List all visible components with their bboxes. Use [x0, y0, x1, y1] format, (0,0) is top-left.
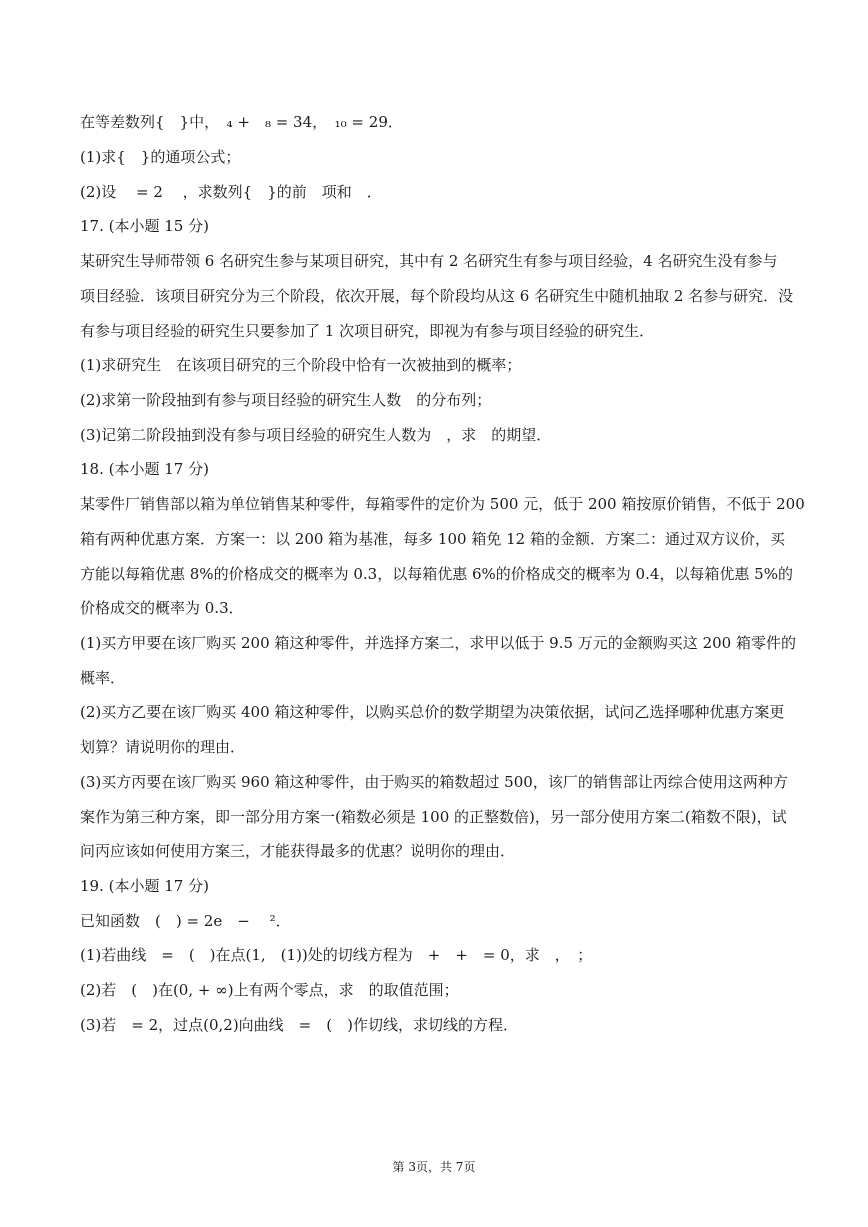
- problem-19-part-1: (1)若曲线 = ( )在点(1, (1))处的切线方程为 + + = 0，求 ， ；: [80, 946, 593, 964]
- problem-18-part-2: (2)买方乙要在该厂购买 400 箱这种零件，以购买总价的数学期望为决策依据，试问乙选择哪种优惠方案更: [80, 703, 785, 721]
- problem-18-part-1: (1)买方甲要在该厂购买 200 箱这种零件，并选择方案二，求甲以低于 9.5 万元的金额购买这 200 箱零件的: [80, 634, 796, 652]
- problem-17-part-3: (3)记第二阶段抽到没有参与项目经验的研究生人数为 ，求 的期望．: [80, 426, 552, 444]
- problem-18-part-1-cont: 概率．: [80, 669, 126, 687]
- problem-18-text-line: 某零件厂销售部以箱为单位销售某种零件，每箱零件的定价为 500 元，低于 200 箱按原价销售，不低于 200: [80, 495, 805, 513]
- problem-17-text-line: 某研究生导师带领 6 名研究生参与某项目研究，其中有 2 名研究生有参与项目经验，4 名研究生没有参与: [80, 252, 778, 270]
- problem-18-heading: 18. (本小题 17 分): [80, 460, 209, 478]
- problem-19-part-3: (3)若 = 2，过点(0,2)向曲线 = ( )作切线，求切线的方程．: [80, 1016, 518, 1034]
- problem-18-text-line: 方能以每箱优惠 8%的价格成交的概率为 0.3，以每箱优惠 6%的价格成交的概率为 0.4，以每箱优惠 5%的: [80, 565, 793, 583]
- problem-18-part-3-cont: 问丙应该如何使用方案三，才能获得最多的优惠？说明你的理由．: [80, 842, 516, 860]
- problem-18-part-2-cont: 划算？请说明你的理由．: [80, 738, 246, 756]
- problem-16-part-2: (2)设 = 2 ，求数列{ }的前 项和 ．: [80, 183, 382, 201]
- problem-18-part-3: (3)买方丙要在该厂购买 960 箱这种零件，由于购买的箱数超过 500，该厂的销售部让丙综合使用这两种方: [80, 773, 788, 791]
- problem-19-part-2: (2)若 ( )在(0, + ∞)上有两个零点，求 的取值范围；: [80, 981, 459, 999]
- problem-18-text-line: 价格成交的概率为 0.3．: [80, 599, 244, 617]
- problem-17-heading: 17. (本小题 15 分): [80, 217, 209, 235]
- problem-19-heading: 19. (本小题 17 分): [80, 877, 209, 895]
- problem-17-part-2: (2)求第一阶段抽到有参与项目经验的研究生人数 的分布列；: [80, 391, 492, 409]
- problem-16-part-1: (1)求{ }的通项公式；: [80, 148, 241, 166]
- problem-18-part-3-cont: 案作为第三种方案，即一部分用方案一(箱数必须是 100 的正整数倍)，另一部分使用方案二(箱数不限)，试: [80, 808, 787, 826]
- problem-18-text-line: 箱有两种优惠方案．方案一：以 200 箱为基准，每多 100 箱免 12 箱的金额．方案二：通过双方议价，买: [80, 530, 785, 548]
- page-number-footer: 第 3页，共 7页: [392, 1160, 476, 1174]
- problem-16-intro: 在等差数列{ }中， ₄ + ₈ = 34， ₁₀ = 29．: [80, 113, 403, 131]
- problem-17-text-line: 项目经验．该项目研究分为三个阶段，依次开展，每个阶段均从这 6 名研究生中随机抽取 2 名参与研究．没: [80, 287, 794, 305]
- problem-17-part-1: (1)求研究生 在该项目研究的三个阶段中恰有一次被抽到的概率；: [80, 356, 522, 374]
- problem-19-intro: 已知函数 ( ) = 2e − ²．: [80, 912, 291, 930]
- problem-17-text-line: 有参与项目经验的研究生只要参加了 1 次项目研究，即视为有参与项目经验的研究生．: [80, 322, 655, 340]
